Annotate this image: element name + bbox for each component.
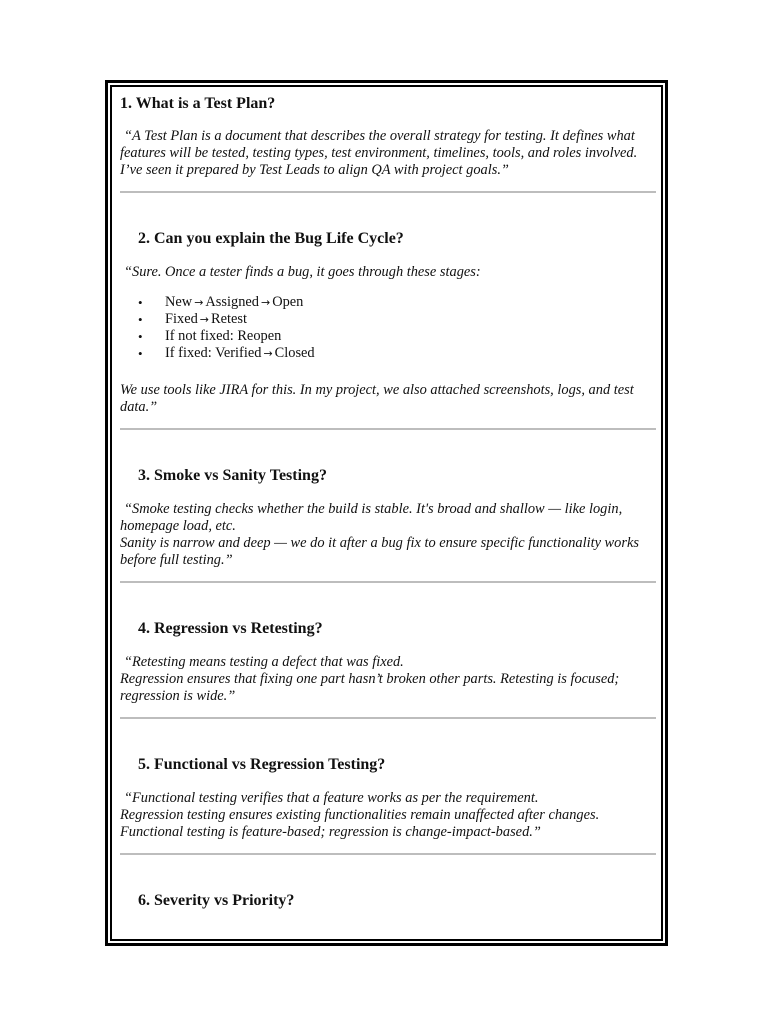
question-6-title: 6. Severity vs Priority? <box>138 892 295 909</box>
list-item: • New → Assigned → Open <box>138 294 315 311</box>
question-4-title: 4. Regression vs Retesting? <box>138 620 323 637</box>
answer-4: “Retesting means testing a defect that was fixed. Regression ensures that fixing one part hasn’t broken other parts. Retesting is focused; regression is wide.” <box>120 654 620 704</box>
list-item: • If not fixed: Reopen <box>138 328 315 345</box>
section-divider <box>120 853 656 855</box>
section-divider <box>120 428 656 430</box>
question-2-title: 2. Can you explain the Bug Life Cycle? <box>138 230 404 247</box>
answer-2-intro: “Sure. Once a tester finds a bug, it goes through these stages: <box>124 264 481 280</box>
document-content <box>110 85 663 941</box>
list-item: • If fixed: Verified → Closed <box>138 345 315 362</box>
right-arrow-icon: → <box>199 313 209 326</box>
answer-3: “Smoke testing checks whether the build is stable. It's broad and shallow — like login, homepage load, etc. Sanity is narrow and deep — we do it after a bug fix to ensure specific functionality works before full testing.” <box>120 501 639 568</box>
section-divider <box>120 191 656 193</box>
bug-stage-list <box>138 294 315 362</box>
right-arrow-icon: → <box>194 296 204 309</box>
question-5-title: 5. Functional vs Regression Testing? <box>138 756 386 773</box>
right-arrow-icon: → <box>260 296 271 309</box>
answer-2-outro: We use tools like JIRA for this. In my project, we also attached screenshots, logs, and test data.” <box>120 382 634 415</box>
document-frame <box>105 80 668 946</box>
right-arrow-icon: → <box>263 347 273 360</box>
section-divider <box>120 581 656 583</box>
question-3-title: 3. Smoke vs Sanity Testing? <box>138 467 327 484</box>
question-1-title: 1. What is a Test Plan? <box>120 95 276 112</box>
section-divider <box>120 717 656 719</box>
answer-5: “Functional testing verifies that a feature works as per the requirement. Regression testing ensures existing functionalities remain unaffected after changes. Functional testing is feature-based; regression is change-impact-based.” <box>120 790 600 840</box>
answer-1: “A Test Plan is a document that describes the overall strategy for testing. It defines what features will be tested, testing types, test environment, timelines, tools, and roles involved. I’ve seen it prepared by Test Leads to align QA with project goals.” <box>120 128 638 178</box>
list-item: • Fixed → Retest <box>138 311 315 328</box>
